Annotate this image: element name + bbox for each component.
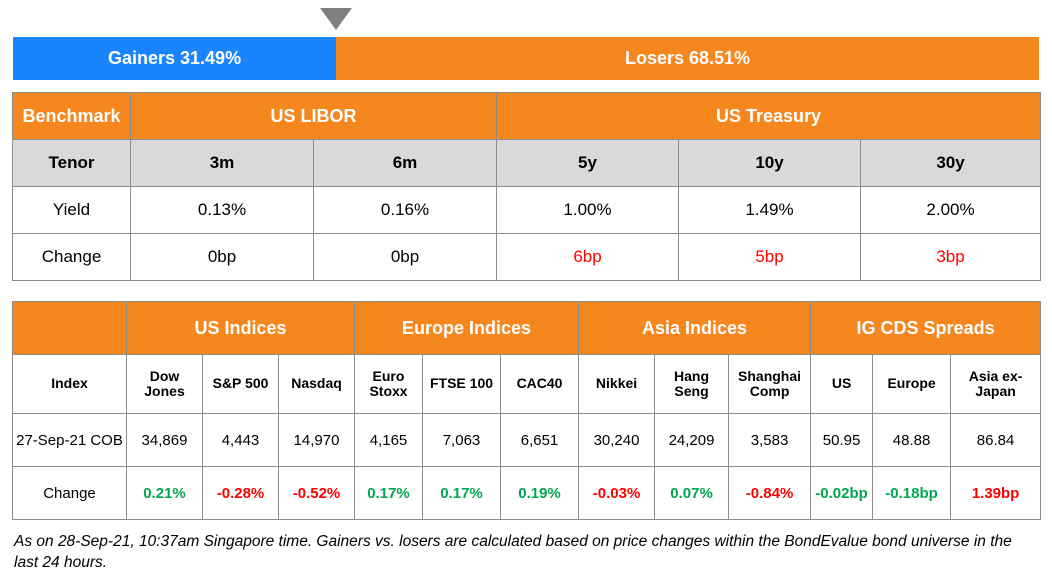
column-hang-seng: Hang Seng: [655, 355, 729, 414]
change-shanghai-comp: -0.84%: [729, 467, 811, 520]
split-marker-icon: [320, 8, 352, 30]
tenor-6m: 6m: [314, 140, 497, 187]
benchmark-change-5y: 6bp: [497, 234, 679, 281]
tenor-label: Tenor: [13, 140, 131, 187]
tenor-10y: 10y: [679, 140, 861, 187]
index-label: Index: [13, 355, 127, 414]
benchmark-corner-label: Benchmark: [13, 93, 131, 140]
indices-change-label: Change: [13, 467, 127, 520]
indices-group-header-row: [13, 302, 1041, 355]
benchmark-change-label: Change: [13, 234, 131, 281]
value-nikkei: 30,240: [579, 414, 655, 467]
benchmark-group-us-treasury: US Treasury: [497, 93, 1041, 140]
change-cac40: 0.19%: [501, 467, 579, 520]
change-nikkei: -0.03%: [579, 467, 655, 520]
benchmark-change-3m: 0bp: [131, 234, 314, 281]
column-cds-europe: Europe: [873, 355, 951, 414]
yield-6m: 0.16%: [314, 187, 497, 234]
benchmark-tenor-row: [13, 140, 1041, 187]
benchmark-group-header-row: [13, 93, 1041, 140]
indices-value-row: [13, 414, 1041, 467]
yield-10y: 1.49%: [679, 187, 861, 234]
benchmark-yield-row: [13, 187, 1041, 234]
column-shanghai-comp: Shanghai Comp: [729, 355, 811, 414]
yield-label: Yield: [13, 187, 131, 234]
tenor-3m: 3m: [131, 140, 314, 187]
value-dow-jones: 34,869: [127, 414, 203, 467]
indices-table: [12, 301, 1041, 520]
change-cds-us: -0.02bp: [811, 467, 873, 520]
change-cds-europe: -0.18bp: [873, 467, 951, 520]
change-nasdaq: -0.52%: [279, 467, 355, 520]
column-euro-stoxx: Euro Stoxx: [355, 355, 423, 414]
column-cds-us: US: [811, 355, 873, 414]
value-cac40: 6,651: [501, 414, 579, 467]
column-sp-500: S&P 500: [203, 355, 279, 414]
change-dow-jones: 0.21%: [127, 467, 203, 520]
value-nasdaq: 14,970: [279, 414, 355, 467]
column-cac40: CAC40: [501, 355, 579, 414]
value-ftse-100: 7,063: [423, 414, 501, 467]
value-sp-500: 4,443: [203, 414, 279, 467]
benchmark-change-30y: 3bp: [861, 234, 1041, 281]
footnote-text: As on 28-Sep-21, 10:37am Singapore time. Gainers vs. losers are calculated based on price changes within the BondEvalue bond universe in the last 24 hours.: [14, 533, 1012, 571]
change-hang-seng: 0.07%: [655, 467, 729, 520]
tenor-5y: 5y: [497, 140, 679, 187]
benchmark-rates-table: [12, 92, 1041, 281]
gainers-losers-marker-row: [12, 0, 1040, 36]
benchmark-change-row: [13, 234, 1041, 281]
value-cds-europe: 48.88: [873, 414, 951, 467]
value-cds-us: 50.95: [811, 414, 873, 467]
indices-group-us: US Indices: [127, 302, 355, 355]
indices-group-europe: Europe Indices: [355, 302, 579, 355]
indices-row-label: 27-Sep-21 COB: [13, 414, 127, 467]
indices-corner-label: [13, 302, 127, 355]
gainers-segment: Gainers 31.49%: [13, 37, 336, 80]
indices-change-row: [13, 467, 1041, 520]
gainers-losers-bar: [12, 36, 1040, 81]
column-dow-jones: Dow Jones: [127, 355, 203, 414]
column-ftse-100: FTSE 100: [423, 355, 501, 414]
value-hang-seng: 24,209: [655, 414, 729, 467]
indices-column-header-row: [13, 355, 1041, 414]
benchmark-change-10y: 5bp: [679, 234, 861, 281]
yield-5y: 1.00%: [497, 187, 679, 234]
yield-3m: 0.13%: [131, 187, 314, 234]
change-ftse-100: 0.17%: [423, 467, 501, 520]
losers-segment: Losers 68.51%: [336, 37, 1039, 80]
benchmark-change-6m: 0bp: [314, 234, 497, 281]
column-nasdaq: Nasdaq: [279, 355, 355, 414]
change-sp-500: -0.28%: [203, 467, 279, 520]
indices-table-wrapper: [12, 301, 1040, 520]
indices-group-ig-cds: IG CDS Spreads: [811, 302, 1041, 355]
column-nikkei: Nikkei: [579, 355, 655, 414]
yield-30y: 2.00%: [861, 187, 1041, 234]
indices-group-asia: Asia Indices: [579, 302, 811, 355]
benchmark-group-us-libor: US LIBOR: [131, 93, 497, 140]
value-shanghai-comp: 3,583: [729, 414, 811, 467]
column-cds-asia-ex-japan: Asia ex-Japan: [951, 355, 1041, 414]
change-euro-stoxx: 0.17%: [355, 467, 423, 520]
value-euro-stoxx: 4,165: [355, 414, 423, 467]
tenor-30y: 30y: [861, 140, 1041, 187]
value-cds-asia-ex-japan: 86.84: [951, 414, 1041, 467]
change-cds-asia-ex-japan: 1.39bp: [951, 467, 1041, 520]
